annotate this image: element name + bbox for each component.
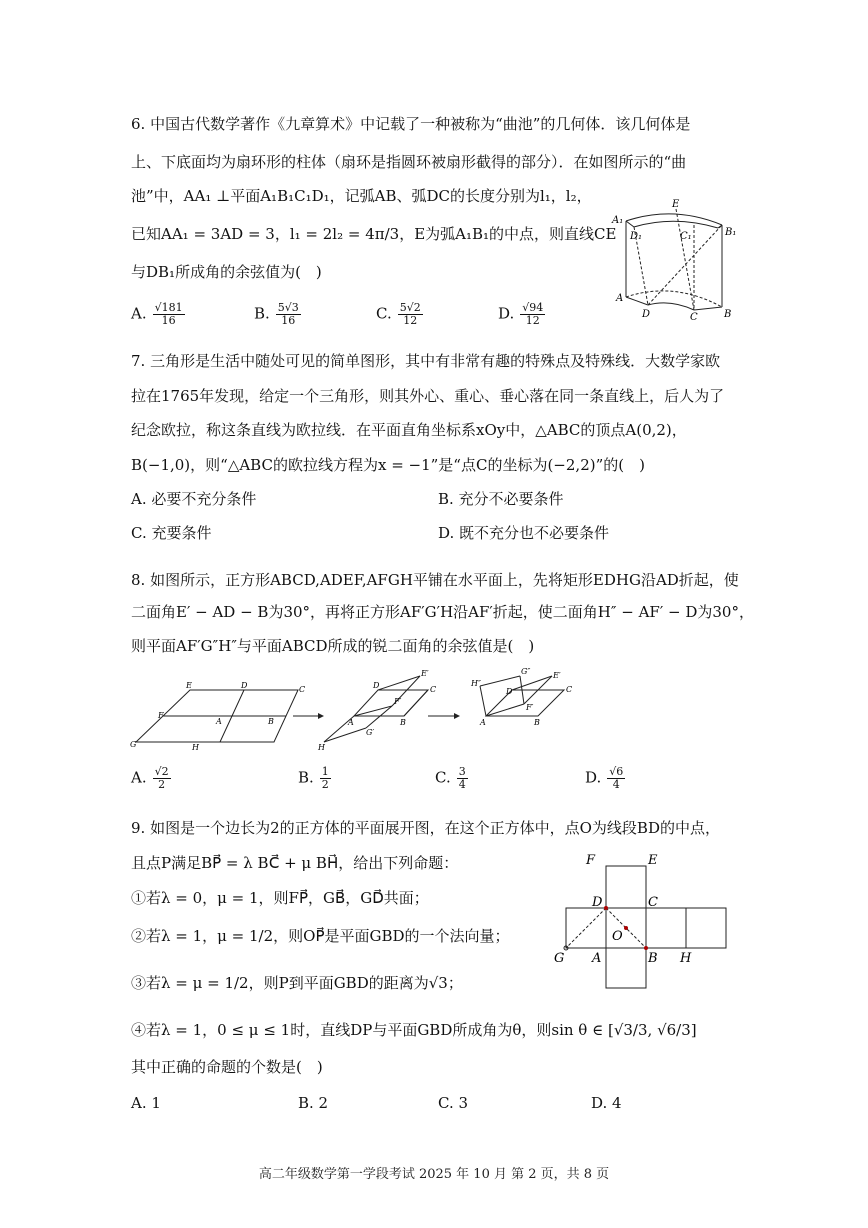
q9-proposition-3: ③若λ = μ = 1/2，则P到平面GBD的距离为√3； xyxy=(131,974,463,992)
q8-option-a: A. $\frac{√2}{2}$ xyxy=(131,765,169,791)
q8-f1-g: G xyxy=(130,740,137,749)
q8-folding-figures xyxy=(128,668,588,756)
q6-line-3: 池”中，AA₁ ⊥平面A₁B₁C₁D₁，记弧AB、弧DC的长度分别为l₁，l₂， xyxy=(131,187,592,205)
q8-figure-2 xyxy=(317,669,436,752)
q9-proposition-2: ②若λ = 1，μ = 1/2，则OP⃗是平面GBD的一个法向量； xyxy=(131,927,510,945)
q8-f1-h: H xyxy=(192,743,199,752)
q7-option-b: B. 充分不必要条件 xyxy=(438,490,564,508)
q8-f3-d: D xyxy=(506,687,513,696)
q6-label-b1: B₁ xyxy=(725,227,737,238)
q8-f2-g: G′ xyxy=(366,728,375,737)
q8-line-2: 二面角E′ − AD − B为30°，再将正方形AF′G′H沿AF′折起，使二面角H″ − AF′ − D为30°， xyxy=(131,603,754,621)
q6-label-a1: A₁ xyxy=(612,215,624,226)
q9-question-prompt: 其中正确的命题的个数是( ) xyxy=(131,1058,323,1076)
q9-proposition-1: ①若λ = 0，μ = 1，则FP⃗，GB⃗，GD⃗共面； xyxy=(131,889,429,907)
q8-f2-b: B xyxy=(400,718,406,727)
q8-f2-c: C xyxy=(430,685,437,694)
q8-figure-1 xyxy=(130,681,305,752)
q8-f3-c: C xyxy=(566,685,573,694)
page-footer: 高二年级数学第一学段考试 2025 年 10 月 第 2 页，共 8 页 xyxy=(258,1167,610,1182)
q8-f1-b: B xyxy=(268,717,274,726)
q6-line-5: 与DB₁所成角的余弦值为( ) xyxy=(131,263,322,281)
q9-option-a: A. 1 xyxy=(131,1094,161,1112)
q8-f2-d: D xyxy=(373,681,380,690)
q9-label-g: G xyxy=(554,951,565,966)
q9-cube-net-figure xyxy=(550,852,730,992)
q9-label-b: B xyxy=(648,951,658,966)
q6-option-c: C. $\frac{5√2}{12}$ xyxy=(376,301,421,327)
q8-option-d: D. $\frac{√6}{4}$ xyxy=(585,765,624,791)
q6-line-1: 6. 中国古代数学著作《九章算术》中记载了一种被称为“曲池”的几何体．该几何体是 xyxy=(131,115,691,133)
q6-line-2: 上、下底面均为扇环形的柱体（扇环是指圆环被扇形截得的部分）．在如图所示的“曲 xyxy=(131,153,687,171)
q6-label-e: E xyxy=(672,199,680,210)
q8-f2-a: A xyxy=(348,718,354,727)
q8-line-1: 8. 如图所示，正方形ABCD,ADEF,AFGH平铺在水平面上，先将矩形EDHG沿AD折起，使 xyxy=(131,571,739,589)
q8-arrow-1-head xyxy=(318,713,324,719)
q6-label-c: C xyxy=(690,312,698,320)
q6-option-d: D. $\frac{√94}{12}$ xyxy=(498,301,544,327)
q7-option-c: C. 充要条件 xyxy=(131,524,212,542)
q8-f2-f: F′ xyxy=(394,697,402,706)
q6-label-c1: C₁ xyxy=(680,231,692,242)
q8-f3-e: E′ xyxy=(553,671,561,680)
q8-f1-f: F xyxy=(158,711,164,720)
q6-curved-pool-figure xyxy=(608,195,738,320)
q9-label-a: A xyxy=(592,951,602,966)
q8-f1-a: A xyxy=(216,717,222,726)
q7-option-a: A. 必要不充分条件 xyxy=(131,490,257,508)
q8-figure-3 xyxy=(470,668,572,727)
q7-line-1: 7. 三角形是生活中随处可见的简单图形，其中有非常有趣的特殊点及特殊线．大数学家欧 xyxy=(131,352,721,370)
q9-option-b: B. 2 xyxy=(298,1094,329,1112)
q8-f1-d: D xyxy=(241,681,248,690)
q6-label-d1: D₁ xyxy=(630,231,643,242)
q9-label-h: H xyxy=(680,951,692,966)
q6-option-b: B. $\frac{5√3}{16}$ xyxy=(254,301,299,327)
q9-label-e: E xyxy=(648,853,658,868)
q8-arrow-2-head xyxy=(454,713,460,719)
q7-line-4: B(−1,0)，则“△ABC的欧拉线方程为x = −1”是“点C的坐标为(−2,2)”的( ) xyxy=(131,456,645,474)
q9-proposition-4: ④若λ = 1，0 ≤ μ ≤ 1时，直线DP与平面GBD所成角为θ，则sin θ ∈ [√3/3, √6/3] xyxy=(131,1021,697,1039)
q8-f3-f: F′ xyxy=(526,703,534,712)
q6-option-a: A. $\frac{√181}{16}$ xyxy=(131,301,183,327)
q6-label-d: D xyxy=(642,309,651,320)
q8-option-c: C. $\frac{3}{4}$ xyxy=(435,765,466,791)
q7-line-3: 纪念欧拉，称这条直线为欧拉线．在平面直角坐标系xOy中，△ABC的顶点A(0,2)， xyxy=(131,421,687,439)
q9-label-o: O xyxy=(612,929,623,944)
q8-f3-a: A xyxy=(480,718,486,727)
q8-f2-e: E′ xyxy=(421,669,429,678)
q8-option-b: B. $\frac{1}{2}$ xyxy=(298,765,329,791)
q9-line-2: 且点P满足BP⃗ = λ BC⃗ + μ BH⃗，给出下列命题： xyxy=(131,854,459,872)
q9-label-f: F xyxy=(586,853,596,868)
q6-line-4: 已知AA₁ = 3AD = 3，l₁ = 2l₂ = 4π/3，E为弧A₁B₁的中点，则直线CE xyxy=(131,225,617,243)
q8-f2-h: H xyxy=(318,743,325,752)
q7-line-2: 拉在1765年发现，给定一个三角形，则其外心、重心、垂心落在同一条直线上，后人为了 xyxy=(131,387,725,405)
q8-f1-e: E xyxy=(186,681,192,690)
q8-f1-c: C xyxy=(299,685,306,694)
q9-option-c: C. 3 xyxy=(438,1094,469,1112)
q9-label-d: D xyxy=(592,895,603,910)
q9-line-1: 9. 如图是一个边长为2的正方体的平面展开图，在这个正方体中，点O为线段BD的中点， xyxy=(131,819,720,837)
q6-label-b: B xyxy=(724,309,732,320)
q8-f3-h: H″ xyxy=(471,679,481,688)
q9-label-c: C xyxy=(648,895,658,910)
q8-f3-b: B xyxy=(534,718,540,727)
q8-f3-g: G″ xyxy=(521,668,531,676)
q8-line-3: 则平面AF′G″H″与平面ABCD所成的锐二面角的余弦值是( ) xyxy=(131,637,535,655)
q6-label-a: A xyxy=(616,293,624,304)
q9-option-d: D. 4 xyxy=(591,1094,622,1112)
q7-option-d: D. 既不充分也不必要条件 xyxy=(438,524,610,542)
